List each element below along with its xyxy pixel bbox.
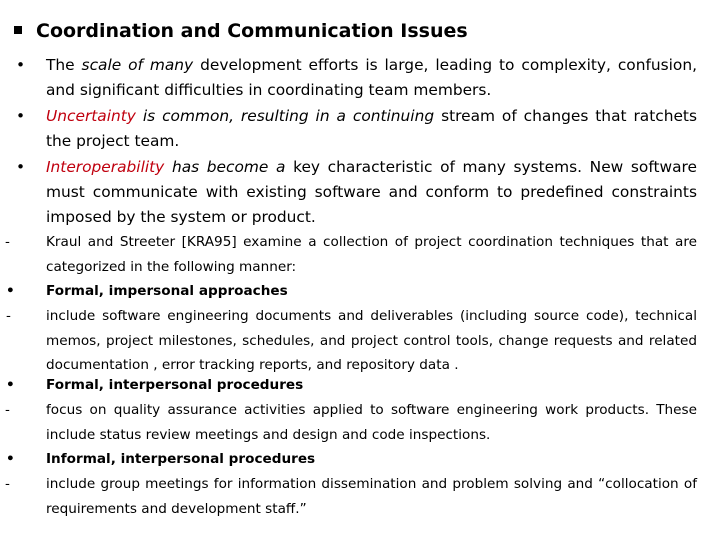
bullet-uncertainty [16,104,697,154]
paragraph-formal-impersonal [6,304,697,378]
intro-paragraph [5,230,697,279]
bullet-italic-text: is common, resulting in a continuing [142,107,435,125]
heading-text: Formal, interpersonal procedures [46,377,304,393]
heading-informal-interpersonal [6,447,697,472]
bullet-italic-text: has become a [171,158,286,176]
heading-formal-interpersonal [6,373,697,398]
slide-title-text: Coordination and Communication Issues [36,20,468,42]
paragraph-text: focus on quality assurance activities applied to software engineering work products. These include status review meetings and design and code inspections. [46,402,697,443]
bullet-icon: • [16,107,26,125]
dash-marker: - [5,402,10,418]
heading-text: Informal, interpersonal procedures [46,451,316,467]
bullet-italic-text: scale of many [81,56,194,74]
bullet-text: The [46,56,75,74]
bullet-interoperability [16,155,697,230]
bullet-icon: • [6,377,15,393]
dash-marker: - [5,234,10,250]
paragraph-text: include group meetings for information dissemination and problem solving and “collocation of requirements and development staff.” [46,476,697,517]
bullet-text: stream of changes that ratchets the project team. [46,107,697,150]
square-bullet-icon [14,26,22,34]
bullet-highlight-text: Interoperability [46,158,165,176]
bullet-scale [16,53,697,103]
paragraph-text: Kraul and Streeter [KRA95] examine a collection of project coordination techniques that are categorized in the following manner: [46,234,697,275]
bullet-text: key characteristic of many systems. New software must communicate with existing software and conform to predefined constraints imposed by the system or product. [46,158,697,226]
bullet-highlight-text: Uncertainty [46,107,136,125]
paragraph-informal-interpersonal [5,472,697,521]
heading-formal-impersonal [6,279,697,304]
paragraph-text: include software engineering documents and deliverables (including source code), technical memos, project milestones, schedules, and project control tools, change requests and related documentation , error tracking reports, and repository data . [46,308,697,373]
bullet-icon: • [16,56,26,74]
paragraph-formal-interpersonal [5,398,697,447]
dash-marker: - [6,308,11,324]
dash-marker: - [5,476,10,492]
bullet-icon: • [16,158,26,176]
bullet-icon: • [6,283,15,299]
heading-text: Formal, impersonal approaches [46,283,288,299]
bullet-text: development efforts is large, leading to complexity, confusion, and significant difficulties in coordinating team members. [46,56,697,99]
slide-title [14,20,468,42]
bullet-icon: • [6,451,15,467]
